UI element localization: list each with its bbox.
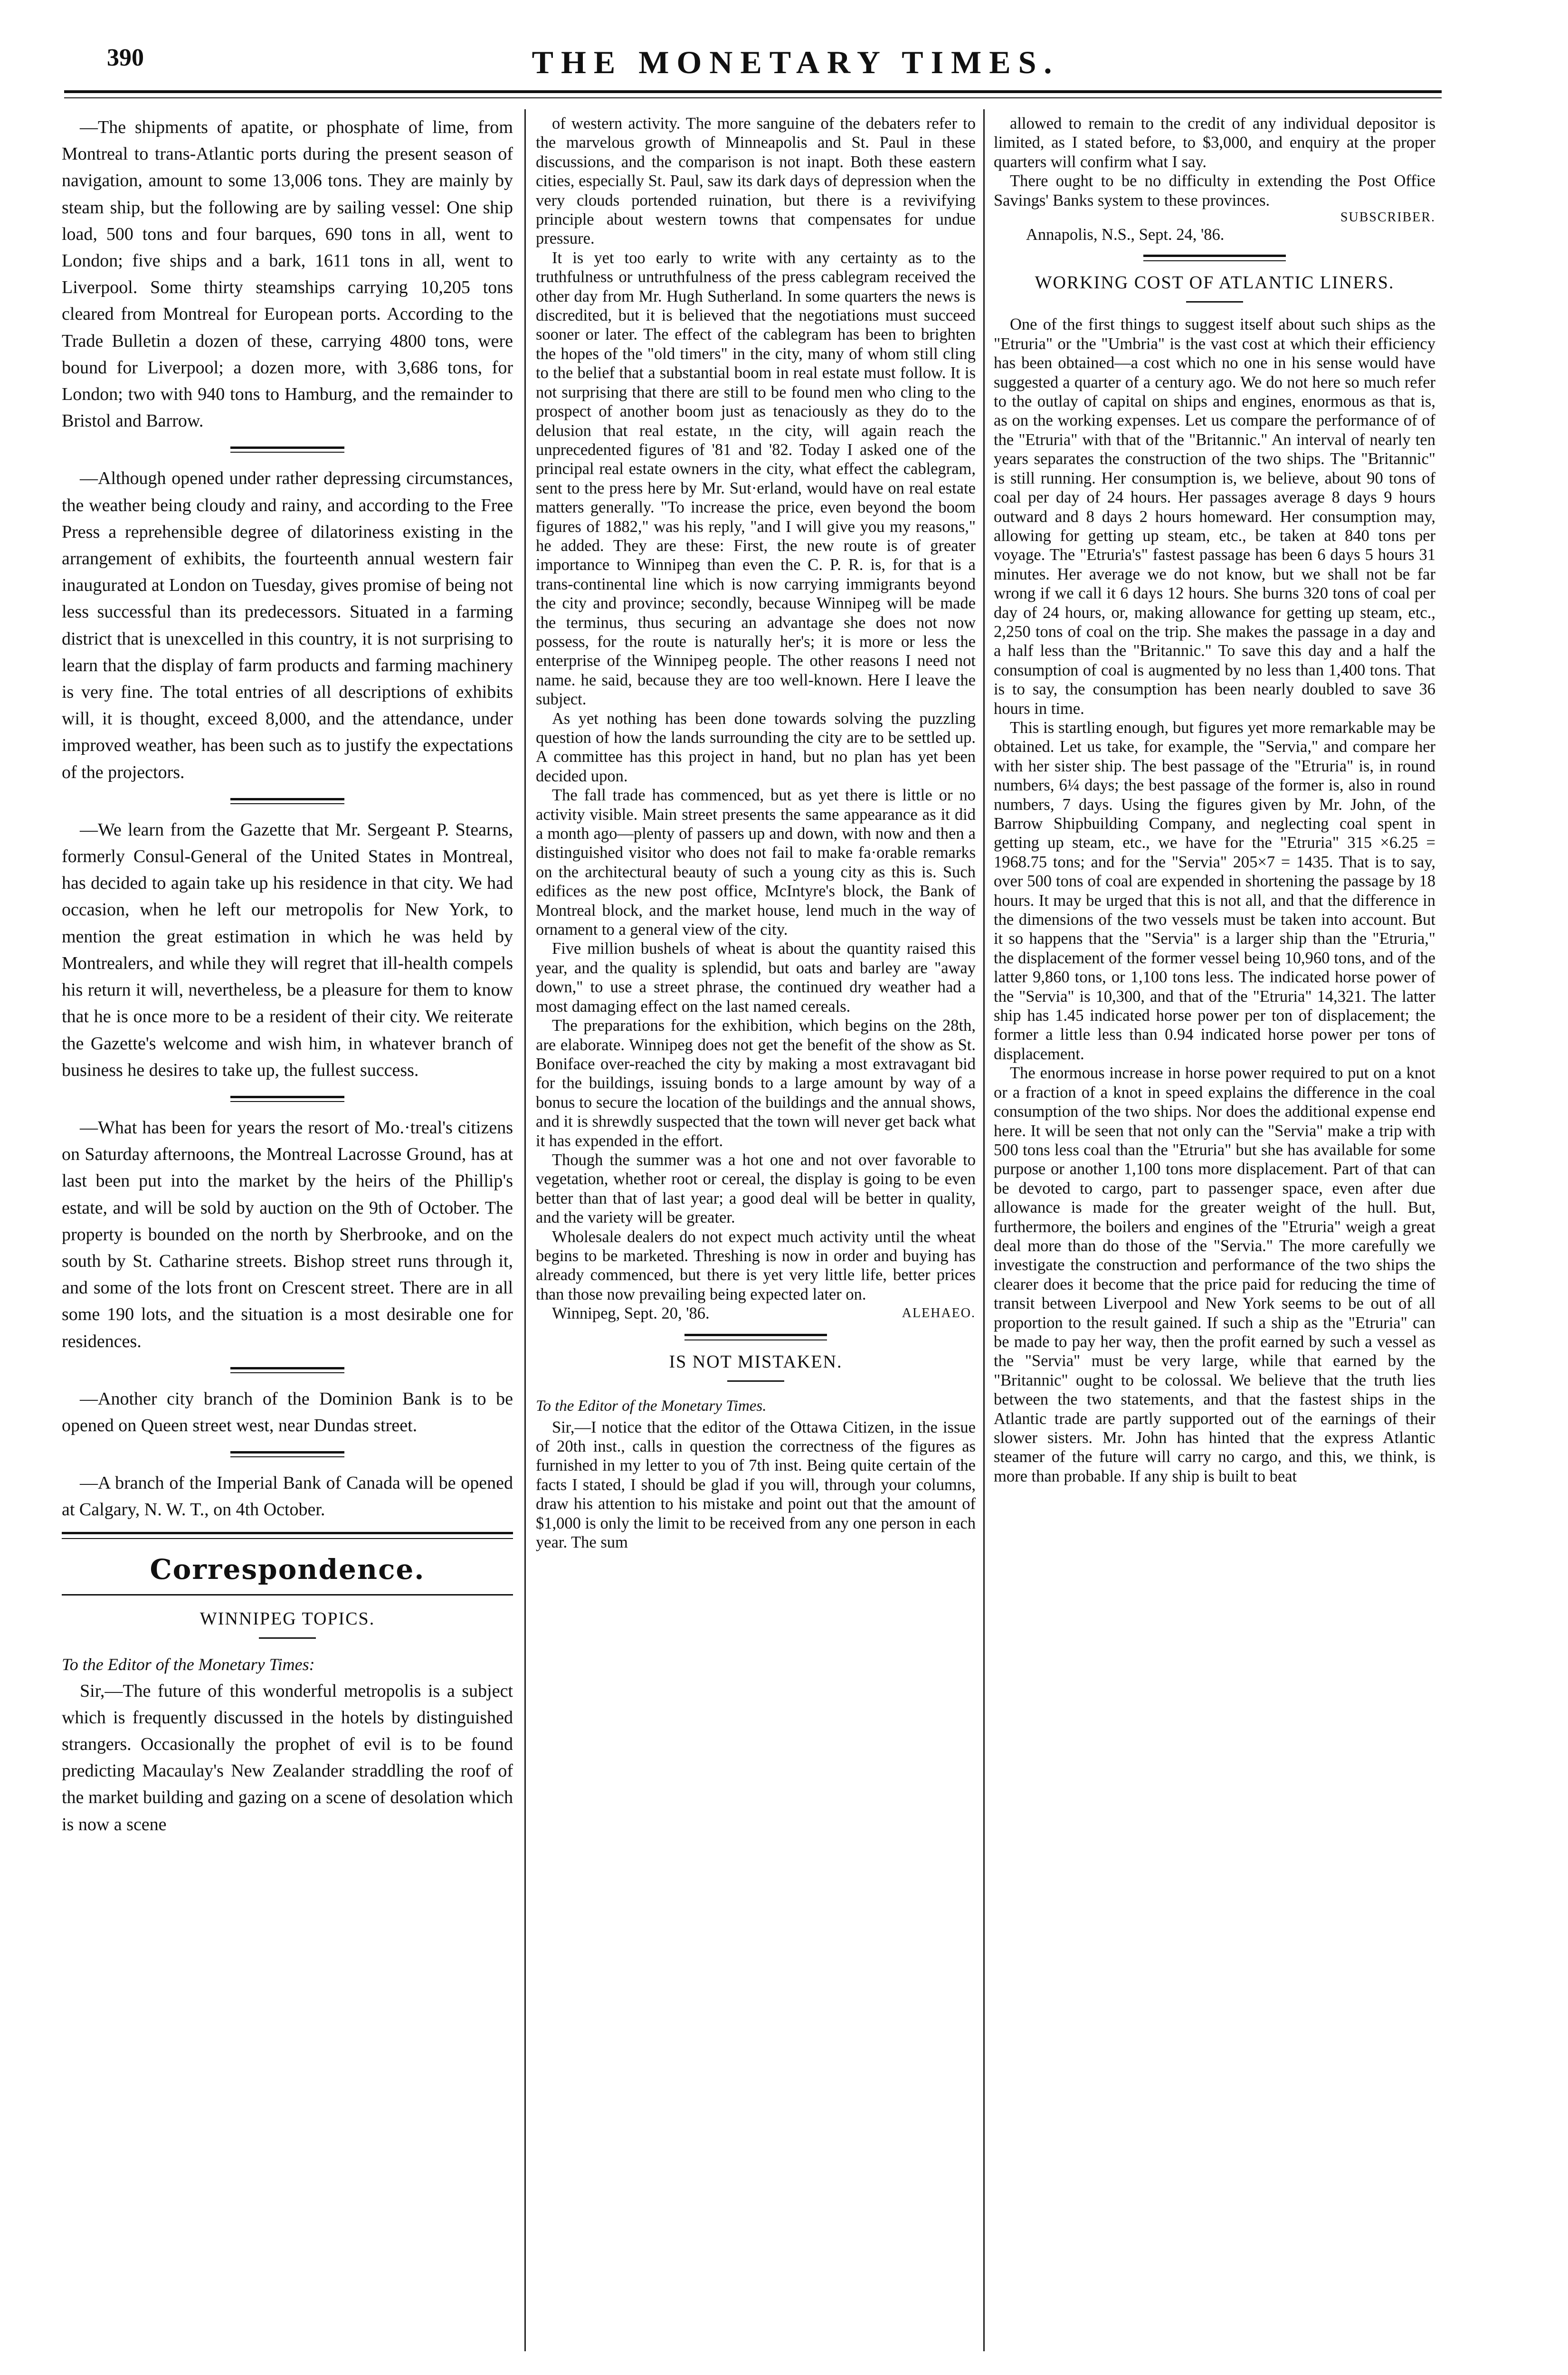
article-paragraph: One of the first things to suggest itself about such ships as the "Etruria" or the "Umbria" is the vast cost at which their efficiency has been obtained—a cost which no one in his sense would have suggested a quarter of a century ago. We do not here so much refer to the outlay of capital on ships and engines, enormous as that is, as on the working expenses. Let us compare the performance of of the "Etruria" with that of the "Britannic." An interval of nearly ten years separates the construction of the two ships. The "Britannic" is still running. Her consumption is, we believe, about 90 tons of coal per day of 24 hours. Her passages average 8 days 9 hours outward and 8 days 2 hours homeward. Her consumption may, allowing for getting up steam, etc., be taken at 840 tons per voyage. The "Etruria's" fastest passage has been 6 days 5 hours 31 minutes. Her average we do not know, but we shall not be far wrong if we call it 6 days 12 hours. She burns 320 tons of coal per day of 24 hours, or, making allowance for getting up steam, etc., 2,250 tons of coal on the trip. She makes the passage in a day and a half less than the "Britannic." To save this day and a half the consumption of coal is augmented by no less than 1,400 tons. That is to say, the consumption has been nearly doubled to save 36 hours in time.	[994, 315, 1435, 718]
working-cost-heading: WORKING COST OF ATLANTIC LINERS.	[1035, 273, 1395, 293]
heading-rule	[727, 1380, 784, 1382]
masthead-rule	[64, 90, 1442, 93]
article-paragraph: The enormous increase in horse power required to put on a knot or a fraction of a knot in speed explains the difference in the coal consumption of the two ships. Nor does the additional expense end here. It will be seen that not only can the "Servia" make a trip with 500 tons less coal than the "Etruria" but she has available for some purpose or another 1,100 tons more displacement. Part of that can be devoted to cargo, part to passenger space, even after due allowance is made for the greater weight of the hull. But, furthermore, the boilers and engines of the "Etruria" weigh a great deal more than do those of the "Servia." The more carefully we investigate the construction and performance of the two ships the clearer does it become that the price paid for reducing the time of transit between Liverpool and New York seems to be out of all proportion to the result gained. If such a ship as the "Etruria" can be made to pay her way, then the profit earned by such a vessel as the "Servia" must be very large, while that earned by the "Britannic" ought to be colossal. We believe that the truth lies between the two statements, and that the fastest ships in the Atlantic trade are partly supported out of the earnings of their slower sisters. Mr. John has hinted that the express Atlantic steamer of the future will carry no cargo, and this, we think, is more than probable. If any ship is built to beat	[994, 1064, 1435, 1485]
letter-paragraph: of western activity. The more sanguine of the debaters refer to the marvelous growth of Minneapolis and St. Paul in these discussions, and the comparison is not inapt. Both these eastern cities, especially St. Paul, saw its dark days of depression when the very clouds portended ruination, but there is a revivifying principle about western towns that compensates for undue pressure.	[536, 114, 976, 248]
news-item-stearns: —We learn from the Gazette that Mr. Sergeant P. Stearns, formerly Consul-General of the United States in Montreal, has decided to again take up his residence in that city. We had occasion, when he left our metropolis for New York, to mention the great estimation in which he was held by Montrealers, and while they will regret that ill-health compels his return it will, nevertheless, be a pleasure for them to know that he is once more to be a resident of their city. We reiterate the Gazette's welcome and wish him, in whatever branch of business he desires to take up, the fullest success.	[62, 819, 513, 1080]
news-item-dominion-bank: —Another city branch of the Dominion Bank is to be opened on Queen street west, near Dundas street.	[62, 1388, 513, 1435]
letter-paragraph: There ought to be no difficulty in extending the Post Office Savings' Banks system to these provinces.	[994, 172, 1435, 209]
news-item-lacrosse-ground: —What has been for years the resort of Mo.·treal's citizens on Saturday afternoons, the Montreal Lacrosse Ground, has at last been put into the market by the heirs of the Phillip's estate, and will be sold by auction on the 9th of October. The property is bounded on the north by Sherbrooke, and on the south by St. Catharine streets. Bishop street runs through it, and some of the lots front on Crescent street. There are in all some 190 lots, and the situation is a most desirable one for residences.	[62, 1117, 513, 1351]
item-separator	[684, 1334, 827, 1340]
letter-paragraph: The preparations for the exhibition, which begins on the 28th, are elaborate. Winnipeg does not get the benefit of the show as St. Boniface over-reached the city by making a most extravagant bid for the buildings, issuing bonds to a large amount by way of a bonus to secure the location of the buildings and the annual shows, and it is shrewdly suspected that the town will never get back what it has expended in the effort.	[536, 1016, 976, 1150]
item-separator	[230, 1367, 344, 1373]
letter-paragraph: Five million bushels of wheat is about the quantity raised this year, and the quality is splendid, but oats and barley are "away down," to use a street phrase, the continued dry weather had a most damaging effect on the last named cereals.	[536, 940, 976, 1016]
page-number: 390	[107, 44, 144, 71]
item-separator	[1143, 255, 1286, 261]
masthead-rule-thin	[64, 97, 1442, 98]
item-separator	[230, 1096, 344, 1102]
winnipeg-topics-heading: WINNIPEG TOPICS.	[200, 1608, 375, 1629]
article-paragraph: This is startling enough, but figures yet more remarkable may be obtained. Let us take, for example, the "Servia," and compare her with her sister ship. The best passage of the "Etruria" is, in round numbers, 6¼ days; the best passage of the former is, also in round numbers, 7 days. Using the figures given by Mr. John, of the Barrow Shipbuilding Company, and neglecting coal spent in getting up steam, etc., we have for the "Etruria" 315 ×6.25 = 1968.75 tons; and for the "Servia" 205×7 = 1435. That is to say, over 500 tons of coal are expended in shortening the passage by 18 hours. It may be urged that this is not all, and that the difference in the dimensions of the two vessels must be taken into account. But it so happens that the "Servia" is a larger ship than the "Etruria," the displacement of the former vessel being 10,960 tons, and of the latter 9,860 tons, or 1,100 tons less. The indicated horse power of the "Servia" is 10,300, and that of the "Etruria" 14,321. The latter ship has 1.45 indicated horse power per ton of displacement; the former a little less than 0.94 indicated horse power per tons of displacement.	[994, 718, 1435, 1063]
letter-paragraph: allowed to remain to the credit of any individual depositor is limited, as I stated before, to $3,000, and enquiry at the proper quarters will confirm what I say.	[994, 114, 1435, 171]
salutation: To the Editor of the Monetary Times:	[62, 1654, 315, 1674]
letter-paragraph: Wholesale dealers do not expect much activity until the wheat begins to be marketed. Threshing is now in order and buying has already commenced, but there is yet very little life, better prices than those now prevailing being expected later on.	[536, 1227, 976, 1303]
correspondence-heading: Correspondence.	[150, 1553, 425, 1586]
news-item-imperial-bank: —A branch of the Imperial Bank of Canada will be opened at Calgary, N. W. T., on 4th October.	[62, 1473, 513, 1520]
letter-paragraph: Sir,—The future of this wonderful metropolis is a subject which is frequently discussed in the hotels by distinguished strangers. Occasionally the prophet of evil is to be found predicting Macaulay's New Zealander straddling the roof of the market building and gazing on a scene of desolation which is now a scene	[62, 1681, 513, 1834]
section-rule-thin	[62, 1594, 513, 1596]
masthead	[64, 44, 1527, 82]
news-item-western-fair: —Although opened under rather depressing circumstances, the weather being cloudy and rainy, and according to the Free Press a reprehensible degree of dilatoriness existing in the arrangement of exhibits, the fourteenth annual western fair inaugurated at London on Tuesday, gives promise of being not less successful than its predecessors. Situated in a farming district that is unexcelled in this country, it is not surprising to learn that the display of farm products and farming machinery is very fine. The total entries of all descriptions of exhibits will, it is thought, exceed 8,000, and the attendance, under improved weather, has been such as to justify the expectations of the projectors.	[62, 468, 513, 782]
letter-paragraph: As yet nothing has been done towards solving the puzzling question of how the lands surrounding the city are to be settled up. A committee has this project in hand, but no plan has yet been decided upon.	[536, 709, 976, 785]
dateline: Annapolis, N.S., Sept. 24, '86.	[1026, 226, 1225, 244]
column-divider	[524, 109, 526, 2351]
newspaper-title: THE MONETARY TIMES.	[532, 44, 1060, 80]
letter-paragraph: Though the summer was a hot one and not over favorable to vegetation, whether root or cereal, the display is going to be even better than that of last year; a good deal will be better in quality, and the variety will be greater.	[536, 1150, 976, 1227]
column-2	[536, 114, 976, 1552]
heading-rule	[259, 1637, 316, 1639]
dateline: Winnipeg, Sept. 20, '86.	[552, 1304, 710, 1323]
news-item-apatite: —The shipments of apatite, or phosphate of lime, from Montreal to trans-Atlantic ports during the present season of navigation, amount to some 13,006 tons. They are mainly by steam ship, but the following are by sailing vessel: One ship load, 500 tons and four barques, 690 tons in all, went to London; five ships and a bark, 1611 tons in all, went to Liverpool. Some thirty steamships carrying 10,205 tons cleared from Montreal for European ports. According to the Trade Bulletin a dozen of these, carrying 4800 tons, were bound for Liverpool; a dozen more, with 3,686 tons, for London; two with 940 tons to Hamburg, and the remainder to Bristol and Barrow.	[62, 117, 513, 431]
item-separator	[230, 1451, 344, 1457]
item-separator	[230, 798, 344, 804]
heading-rule	[1186, 301, 1243, 303]
column-3	[994, 114, 1435, 1486]
letter-paragraph: The fall trade has commenced, but as yet there is little or no activity visible. Main street presents the same appearance as it did a month ago—plenty of passers up and down, with now and then a distinguished visitor who does not fail to make fa·orable remarks on the architectural beauty of such a young city as this is. Such edifices as the new post office, McIntyre's block, the Bank of Montreal block, and the market house, lend much in the way of ornament to a general view of the city.	[536, 786, 976, 939]
salutation: To the Editor of the Monetary Times.	[536, 1397, 767, 1415]
item-separator	[230, 446, 344, 453]
is-not-mistaken-heading: IS NOT MISTAKEN.	[669, 1351, 843, 1372]
signature: SUBSCRIBER.	[1340, 210, 1435, 225]
section-rule	[62, 1532, 513, 1539]
letter-paragraph: Sir,—I notice that the editor of the Ottawa Citizen, in the issue of 20th inst., calls in question the correctness of the figures as furnished in my letter to you of 7th inst. Being quite certain of the facts I stated, I should be glad if you will, through your columns, draw his attention to his mistake and point out that the amount of $1,000 is only the limit to be received from any one person in each year. The sum	[536, 1418, 976, 1552]
column-1	[62, 114, 513, 1838]
signature: ALEHAEO.	[902, 1306, 976, 1321]
column-divider	[983, 109, 985, 2351]
letter-paragraph: It is yet too early to write with any certainty as to the truthfulness or untruthfulness of the press cablegram received the other day from Mr. Hugh Sutherland. In some quarters the news is discredited, but it is believed that the negotiations must succeed sooner or later. The effect of the cablegram has been to brighten the hopes of the "old timers" in the city, many of whom still cling to the belief that a substantial boom in real estate must follow. It is not surprising that there are still to be found men who cling to the prospect of another boom just as tenaciously as they do to the delusion that real estate, ın the city, will again reach the unprecedented figures of '81 and '82. Today I asked one of the principal real estate owners in the city, what effect the cablegram, sent to the press here by Mr. Sut·erland, would have on real estate matters generally. "To increase the price, even beyond the boom figures of 1882," was his reply, "and I will give you my reasons," he added. They are these: First, the new route is of greater importance to Winnipeg than even the C. P. R. is, for that is a trans-continental line which is now carrying immigrants beyond the city and province; secondly, because Winnipeg will be made the terminus, thus securing an advantage she does not now possess, for the route is naturally her's; it is more or less the enterprise of the Winnipeg people. The other reasons I need not name. he said, because they are too well-known. Here I leave the subject.	[536, 248, 976, 709]
letter-signoff	[536, 1304, 976, 1323]
